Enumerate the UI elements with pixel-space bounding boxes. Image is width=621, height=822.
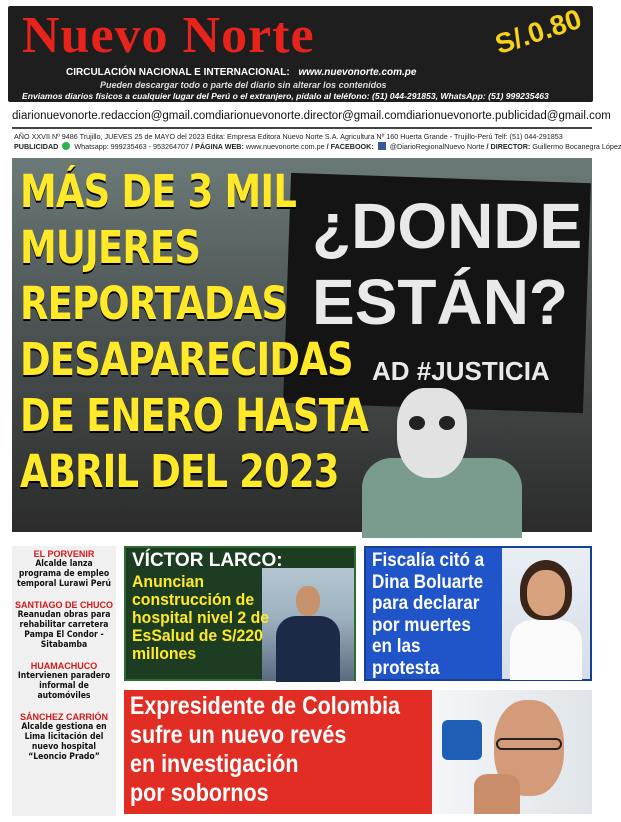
headline-line: sufre un nuevo revés [130, 721, 347, 749]
contact-emails [12, 110, 611, 122]
web-address[interactable]: www.nuevonorte.com.pe [245, 142, 325, 151]
skull-mask [397, 388, 467, 478]
protest-sign-text: ¿DONDE ESTÁN? [312, 190, 583, 338]
headline-line: MÁS DE 3 MIL [20, 165, 297, 218]
photo-face [527, 570, 565, 616]
story-headline [130, 692, 474, 808]
brief-text: Intervienen paradero informal de automóviles [17, 671, 111, 701]
facebook-label: / FACEBOOK: [326, 142, 374, 151]
facebook-icon [378, 142, 386, 150]
headline-line: DE ENERO HASTA [20, 389, 369, 442]
headline-line: Expresidente de Colombia [130, 692, 401, 720]
newspaper-logo: Nuevo Norte [22, 7, 315, 64]
news-brief[interactable] [12, 661, 116, 701]
price-badge: S/.0.80 [491, 3, 586, 60]
web-label: / PÁGINA WEB: [191, 142, 244, 151]
victor-larco-story[interactable] [124, 546, 356, 681]
brief-location: SANTIAGO DE CHUCO [14, 600, 113, 610]
headline-line: DESAPARECIDAS [20, 333, 353, 386]
protest-sign-tag: AD #JUSTICIA [372, 356, 550, 386]
headline-line: REPORTADAS [20, 277, 288, 330]
boluarte-photo [502, 548, 590, 679]
email-redaccion[interactable]: diarionuevonorte.redaccion@gmail.com [12, 110, 215, 122]
director-name: Guillermo Bocanegra López [532, 142, 621, 151]
brief-text: Alcalde gestiona en Lima licitación del nuevo hospital “Leoncio Prado” [21, 722, 107, 762]
email-director[interactable]: diarionuevonorte.director@gmail.com [214, 110, 407, 122]
photo-hand [474, 774, 520, 814]
edition-info: AÑO XXVII Nº 9486 Trujillo, JUEVES 25 de MAYO del 2023 Edita: Empresa Editora Nuevo Norte S.A. Agricultura Nº 160 Huerta Grande - Trujillo-Perú Telf: (51) 044-291853 [14, 132, 563, 141]
headline-line: MUJERES [20, 221, 201, 274]
fiscalia-story[interactable] [364, 546, 592, 681]
shipping-notice: Enviamos diarios físicos a cualquier lugar del Perú o el extranjero, pídalo al teléfono: (51) 044-291853, WhatsApp: (51) 999235463 [22, 91, 549, 101]
brief-location: EL PORVENIR [33, 549, 95, 559]
email-publicidad[interactable]: diarionuevonorte.publicidad@gmail.com [406, 110, 611, 122]
photo-glasses [496, 738, 562, 750]
divider [12, 127, 592, 129]
circulation-label: CIRCULACIÓN NACIONAL E INTERNACIONAL: [66, 67, 290, 78]
director-label: / DIRECTOR: [486, 142, 531, 151]
whatsapp-icon [62, 142, 70, 150]
news-briefs-column [12, 546, 116, 816]
lead-story[interactable] [12, 158, 592, 532]
news-brief[interactable] [12, 600, 116, 650]
story-headline: Fiscalía citó a Dina Boluarte para declarar por muertes en las protesta [372, 550, 485, 679]
lead-headline [20, 164, 369, 500]
whatsapp-numbers: Whatsapp: 999235463 - 953264707 [74, 142, 190, 151]
news-brief[interactable] [12, 549, 116, 589]
brief-location: HUAMACHUCO [30, 661, 98, 671]
pdf-notice: Pueden descargar todo o parte del diario sin alterar los contenidos [100, 80, 387, 90]
headline-line: en investigación [130, 750, 299, 778]
masthead [8, 3, 593, 102]
photo-body [510, 620, 582, 680]
headline-line: ABRIL DEL 2023 [20, 445, 339, 498]
story-kicker: VÍCTOR LARCO: [132, 550, 283, 571]
photo-head [296, 586, 320, 616]
circulation-line [66, 67, 416, 78]
website-link[interactable]: www.nuevonorte.com.pe [298, 67, 417, 78]
brief-text: Reanudan obras para rehabilitar carretera Pampa El Condor - Sitabamba [17, 610, 111, 650]
brief-text: Alcalde lanza programa de empleo temporal Lurawi Perú [17, 559, 111, 589]
headline-line: por sobornos [130, 779, 269, 807]
news-brief[interactable] [12, 712, 116, 762]
story-headline: Anuncian construcción de hospital nivel 2 de EsSalud de S/220 millones [132, 572, 270, 663]
facebook-handle[interactable]: @DiarioRegionalNuevo Norte [389, 142, 485, 151]
publicidad-label: PUBLICIDAD [14, 142, 59, 151]
contact-info [14, 142, 621, 151]
colombia-story[interactable] [124, 690, 592, 814]
brief-location: SÁNCHEZ CARRIÓN [19, 712, 108, 722]
